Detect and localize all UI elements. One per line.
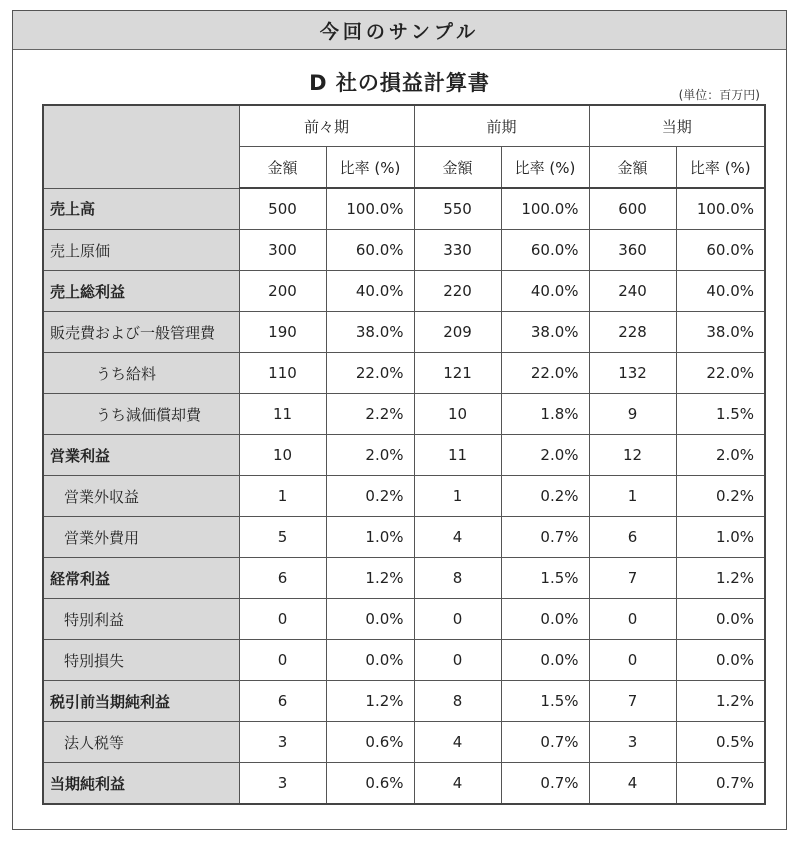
table-row [43,476,765,517]
income-statement-table [42,104,766,805]
ratio-cell: 1.5% [501,558,589,599]
table-row [43,312,765,353]
amount-cell: 240 [589,271,676,312]
amount-cell: 209 [414,312,501,353]
amount-cell: 7 [589,558,676,599]
amount-cell: 7 [589,681,676,722]
table-row [43,230,765,271]
period-header: 当期 [589,105,765,147]
ratio-cell: 2.0% [326,435,414,476]
ratio-cell: 0.0% [326,599,414,640]
amount-cell: 360 [589,230,676,271]
amount-cell: 132 [589,353,676,394]
ratio-cell: 0.0% [676,640,765,681]
document-frame [12,10,787,830]
ratio-cell: 40.0% [501,271,589,312]
ratio-cell: 22.0% [501,353,589,394]
period-header: 前々期 [239,105,414,147]
row-label: 当期純利益 [43,763,239,805]
table-row [43,681,765,722]
row-label: 特別利益 [43,599,239,640]
amount-cell: 8 [414,558,501,599]
ratio-cell: 2.0% [676,435,765,476]
amount-cell: 3 [239,722,326,763]
ratio-cell: 1.5% [501,681,589,722]
amount-cell: 9 [589,394,676,435]
amount-cell: 190 [239,312,326,353]
table-row [43,435,765,476]
ratio-header: 比率 (%) [501,147,589,189]
ratio-header: 比率 (%) [326,147,414,189]
row-label: 税引前当期純利益 [43,681,239,722]
table-row [43,763,765,805]
ratio-cell: 60.0% [326,230,414,271]
amount-cell: 1 [414,476,501,517]
amount-cell: 0 [239,599,326,640]
ratio-cell: 100.0% [326,188,414,230]
amount-cell: 200 [239,271,326,312]
ratio-cell: 1.0% [676,517,765,558]
ratio-cell: 22.0% [676,353,765,394]
ratio-cell: 0.7% [501,763,589,805]
page-title: D 社の損益計算書 [309,71,490,95]
amount-cell: 8 [414,681,501,722]
amount-cell: 4 [414,517,501,558]
ratio-cell: 60.0% [501,230,589,271]
amount-cell: 300 [239,230,326,271]
ratio-header: 比率 (%) [676,147,765,189]
table-row [43,394,765,435]
ratio-cell: 0.0% [501,640,589,681]
ratio-cell: 0.2% [676,476,765,517]
amount-cell: 3 [239,763,326,805]
table-row [43,188,765,230]
amount-cell: 3 [589,722,676,763]
table-row [43,271,765,312]
ratio-cell: 0.7% [501,517,589,558]
amount-cell: 0 [589,599,676,640]
ratio-cell: 0.0% [326,640,414,681]
amount-cell: 10 [414,394,501,435]
amount-cell: 0 [589,640,676,681]
table-row [43,517,765,558]
table-row [43,640,765,681]
ratio-cell: 0.7% [501,722,589,763]
amount-cell: 1 [239,476,326,517]
ratio-cell: 1.2% [326,558,414,599]
ratio-cell: 2.2% [326,394,414,435]
row-label: 経常利益 [43,558,239,599]
row-label: 営業外収益 [43,476,239,517]
amount-header: 金額 [589,147,676,189]
row-label: うち給料 [43,353,239,394]
table-row [43,599,765,640]
row-label: 売上高 [43,188,239,230]
ratio-cell: 1.8% [501,394,589,435]
period-header: 前期 [414,105,589,147]
table-row [43,722,765,763]
amount-cell: 11 [239,394,326,435]
ratio-cell: 0.2% [501,476,589,517]
amount-cell: 121 [414,353,501,394]
ratio-cell: 1.5% [676,394,765,435]
ratio-cell: 38.0% [326,312,414,353]
ratio-cell: 0.7% [676,763,765,805]
table-row [43,353,765,394]
ratio-cell: 100.0% [676,188,765,230]
ratio-cell: 1.2% [676,558,765,599]
ratio-cell: 1.0% [326,517,414,558]
ratio-cell: 0.6% [326,722,414,763]
row-label: 営業利益 [43,435,239,476]
ratio-cell: 38.0% [501,312,589,353]
amount-cell: 600 [589,188,676,230]
amount-header: 金額 [414,147,501,189]
unit-note: (単位：百万円) [678,88,760,102]
ratio-cell: 0.6% [326,763,414,805]
amount-cell: 228 [589,312,676,353]
amount-cell: 6 [239,558,326,599]
amount-cell: 4 [589,763,676,805]
ratio-cell: 40.0% [676,271,765,312]
ratio-cell: 2.0% [501,435,589,476]
ratio-cell: 1.2% [326,681,414,722]
ratio-cell: 0.0% [501,599,589,640]
amount-header: 金額 [239,147,326,189]
amount-cell: 500 [239,188,326,230]
amount-cell: 550 [414,188,501,230]
amount-cell: 11 [414,435,501,476]
table-body [43,188,765,804]
amount-cell: 10 [239,435,326,476]
row-label: 営業外費用 [43,517,239,558]
row-label: 売上原価 [43,230,239,271]
banner: 今回のサンプル [13,11,786,50]
ratio-cell: 100.0% [501,188,589,230]
amount-cell: 1 [589,476,676,517]
ratio-cell: 22.0% [326,353,414,394]
amount-cell: 5 [239,517,326,558]
row-label: 売上総利益 [43,271,239,312]
ratio-cell: 1.2% [676,681,765,722]
row-label: 特別損失 [43,640,239,681]
amount-cell: 0 [414,640,501,681]
amount-cell: 220 [414,271,501,312]
ratio-cell: 0.0% [676,599,765,640]
ratio-cell: 40.0% [326,271,414,312]
header-corner-cell [43,105,239,188]
table-row [43,558,765,599]
ratio-cell: 38.0% [676,312,765,353]
amount-cell: 0 [414,599,501,640]
ratio-cell: 0.5% [676,722,765,763]
amount-cell: 110 [239,353,326,394]
row-label: うち減価償却費 [43,394,239,435]
amount-cell: 12 [589,435,676,476]
ratio-cell: 0.2% [326,476,414,517]
amount-cell: 6 [589,517,676,558]
amount-cell: 6 [239,681,326,722]
ratio-cell: 60.0% [676,230,765,271]
row-label: 法人税等 [43,722,239,763]
amount-cell: 4 [414,722,501,763]
amount-cell: 4 [414,763,501,805]
amount-cell: 330 [414,230,501,271]
amount-cell: 0 [239,640,326,681]
row-label: 販売費および一般管理費 [43,312,239,353]
